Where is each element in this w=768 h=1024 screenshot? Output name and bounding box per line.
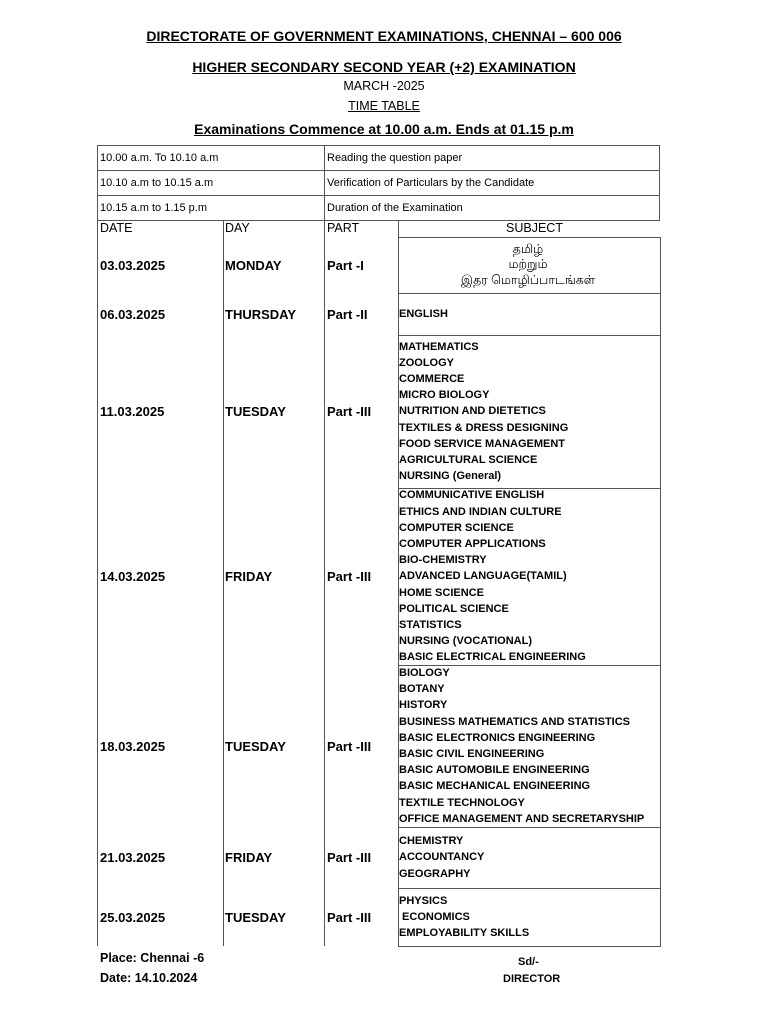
subject-item: ADVANCED LANGUAGE(TAMIL) — [399, 570, 567, 583]
exam-date: 25.03.2025 — [100, 909, 166, 925]
subject-item: STATISTICS — [399, 619, 462, 632]
subject-item: COMPUTER SCIENCE — [399, 521, 514, 534]
exam-day: FRIDAY — [225, 850, 273, 865]
subject-item: NURSING (VOCATIONAL) — [399, 635, 533, 648]
exam-part: Part -III — [327, 738, 372, 754]
exam-day: TUESDAY — [225, 738, 286, 754]
exam-date: 06.03.2025 — [100, 306, 166, 322]
subject-item: NURSING (General) — [399, 470, 502, 483]
subject-item: ECONOMICS — [399, 910, 470, 923]
subject-item: BASIC ELECTRICAL ENGINEERING — [399, 651, 586, 664]
subject-list — [399, 237, 657, 293]
subject-item: BIOLOGY — [399, 666, 450, 679]
subject-item: BUSINESS MATHEMATICS AND STATISTICS — [399, 715, 630, 728]
table-row — [97, 827, 660, 888]
signature-sd: Sd/- — [518, 956, 539, 968]
commence-note: Examinations Commence at 10.00 a.m. Ends at 01.15 p.m — [194, 121, 574, 137]
subject-item: TEXTILE TECHNOLOGY — [399, 796, 525, 809]
issue-date: Date: 14.10.2024 — [100, 971, 198, 985]
exam-title: HIGHER SECONDARY SECOND YEAR (+2) EXAMINATION — [192, 59, 576, 75]
subject-item: BASIC MECHANICAL ENGINEERING — [399, 780, 591, 793]
schedule-activity: Duration of the Examination — [327, 202, 463, 214]
exam-date: 11.03.2025 — [100, 404, 165, 419]
exam-session: MARCH -2025 — [343, 79, 425, 93]
table-row — [97, 335, 660, 488]
schedule-row — [97, 170, 660, 196]
subject-item: TEXTILES & DRESS DESIGNING — [399, 421, 569, 434]
subject-item: AGRICULTURAL SCIENCE — [399, 454, 538, 466]
exam-date: 14.03.2025 — [100, 569, 166, 584]
subject-item: NUTRITION AND DIETETICS — [399, 405, 546, 418]
exam-part: Part -I — [327, 257, 364, 273]
exam-day: FRIDAY — [225, 569, 273, 584]
exam-part: Part -III — [327, 909, 372, 925]
subject-item: BIO-CHEMISTRY — [399, 554, 487, 567]
exam-day: TUESDAY — [225, 404, 286, 419]
exam-date: 03.03.2025 — [100, 257, 166, 273]
exam-day: MONDAY — [225, 257, 282, 273]
subject-item: BASIC CIVIL ENGINEERING — [399, 748, 545, 760]
subject-item: PHYSICS — [399, 894, 448, 907]
schedule-time: 10.15 a.m to 1.15 p.m — [100, 202, 208, 214]
subject-item: EMPLOYABILITY SKILLS — [399, 927, 530, 940]
exam-date: 21.03.2025 — [100, 850, 166, 865]
subject-item: HISTORY — [399, 699, 448, 712]
director-label: DIRECTOR — [503, 973, 561, 985]
place-label: Place: Chennai -6 — [100, 951, 205, 965]
subject-item: BASIC AUTOMOBILE ENGINEERING — [399, 764, 590, 777]
subject-item: ENGLISH — [399, 307, 448, 320]
exam-day: THURSDAY — [225, 306, 297, 322]
column-part: PART — [327, 221, 360, 235]
subject-item: ZOOLOGY — [399, 356, 454, 369]
directorate-heading: DIRECTORATE OF GOVERNMENT EXAMINATIONS, CHENNAI – 600 006 — [146, 28, 622, 44]
subject-item: GEOGRAPHY — [399, 867, 471, 880]
subject-item: MICRO BIOLOGY — [399, 389, 490, 402]
exam-part: Part -III — [327, 850, 372, 865]
subject-item: தமிழ் — [512, 241, 544, 256]
subject-item: BOTANY — [399, 683, 445, 696]
exam-part: Part -III — [327, 404, 372, 419]
subject-list — [399, 335, 657, 488]
table-row — [97, 888, 660, 946]
subject-item: COMPUTER APPLICATIONS — [399, 538, 546, 550]
subject-item: BASIC ELECTRONICS ENGINEERING — [399, 731, 596, 744]
table-header — [97, 221, 660, 237]
exam-part: Part -II — [327, 306, 368, 322]
subject-list — [399, 665, 657, 827]
schedule-row — [97, 195, 660, 221]
schedule-activity: Reading the question paper — [327, 152, 463, 164]
table-row — [97, 488, 660, 665]
subject-item: ACCOUNTANCY — [399, 851, 485, 864]
column-day: DAY — [225, 221, 250, 235]
schedule-time: 10.10 a.m to 10.15 a.m — [100, 177, 214, 189]
subject-item: COMMUNICATIVE ENGLISH — [399, 489, 545, 502]
table-row — [97, 237, 660, 293]
exam-date: 18.03.2025 — [100, 738, 166, 754]
subject-item: CHEMISTRY — [399, 835, 464, 848]
subject-item: MATHEMATICS — [399, 340, 479, 353]
table-row — [97, 293, 660, 335]
subject-item: இதர மொழிப்பாடங்கள் — [460, 272, 596, 287]
subject-item: POLITICAL SCIENCE — [399, 602, 509, 615]
subject-item: COMMERCE — [399, 372, 465, 385]
schedule-time: 10.00 a.m. To 10.10 a.m — [100, 152, 219, 164]
subject-list — [399, 827, 657, 888]
schedule-activity: Verification of Particulars by the Candidate — [327, 177, 535, 189]
exam-part: Part -III — [327, 569, 372, 584]
subject-list — [399, 488, 657, 665]
schedule-row — [97, 145, 660, 171]
time-table-heading: TIME TABLE — [348, 99, 420, 113]
subject-list — [399, 888, 657, 946]
subject-item: FOOD SERVICE MANAGEMENT — [399, 437, 566, 450]
subject-item: மற்றும் — [508, 257, 548, 272]
subject-item: HOME SCIENCE — [399, 586, 484, 599]
column-subject: SUBJECT — [506, 221, 563, 235]
table-row — [97, 665, 660, 827]
subject-list — [399, 293, 657, 335]
exam-day: TUESDAY — [225, 909, 286, 925]
subject-item: ETHICS AND INDIAN CULTURE — [399, 505, 562, 518]
subject-item: OFFICE MANAGEMENT AND SECRETARYSHIP — [399, 812, 645, 825]
column-date: DATE — [100, 221, 133, 235]
